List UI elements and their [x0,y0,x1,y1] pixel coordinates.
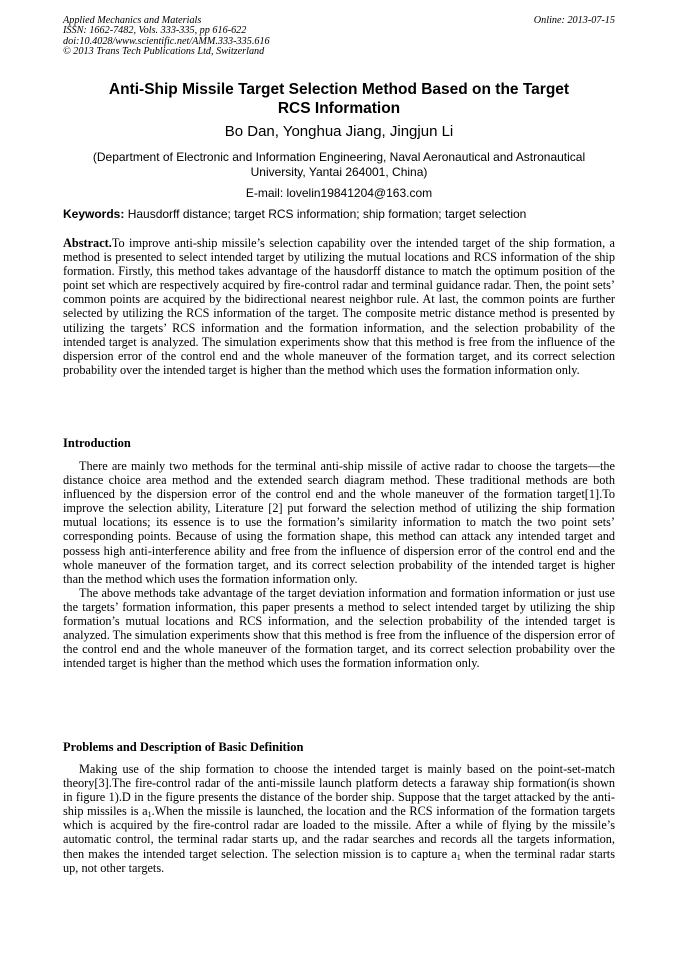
abstract [63,236,615,377]
journal-header [63,16,615,57]
online-date: Online: 2013-07-15 [533,15,615,26]
doi-line: doi:10.4028/www.scientific.net/AMM.333-335.616 [63,35,270,47]
introduction-heading: Introduction [63,436,131,450]
journal-name: Applied Mechanics and Materials [63,15,202,26]
keywords-text: Hausdorff distance; target RCS information; ship formation; target selection [124,207,527,221]
introduction-paragraph-1: There are mainly two methods for the terminal anti-ship missile of active radar to choose the targets—the distance choice area method and the extended search diagram method. These traditional methods are both influenced by the dispersion error of the control end and the whole maneuver of the formation target[1].To improve the selection ability, Literature [2] put forward the selection method of utilizing the ship formation mutual locations; its essence is to use the formation’s similarity information to match the two point sets’ corresponding points. Because of using the formation shape, this method can attack any intended target and possess high anti-interference ability and free from the influence of dispersion error of the control end and the whole maneuver of the formation target, and its correct selection probability of the intended target is higher than the method which uses the formation information only. [63,459,615,586]
problems-paragraph-1 [63,762,615,875]
problems-section [63,762,615,875]
keywords [63,207,615,221]
subscript: 1 [147,810,152,820]
issn-line: ISSN: 1662-7482, Vols. 333-335, pp 616-622 [63,25,247,37]
text-run: .When the missile is launched, the location and the RCS information of the formation targets which is acquired by the fire-control radar are loaded to the missile. After a while of flying by the missile’s automatic control, the terminal radar starts up, and the radar searches and records all the targets information, then makes the intended target selection. The selection mission is to capture a [63,804,615,861]
affiliation [63,150,615,179]
introduction-paragraph-2: The above methods take advantage of the target deviation information and formation information or just use the targets’ formation information, this paper presents a method to select intended target by utilizing the ship formation’s mutual locations and RCS information, and the selection probability of the intended target is analyzed. The simulation experiments show that this method is free from the influence of the dispersion error of the control end and the whole maneuver of the formation target, and its correct selection probability over the intended target is higher than the method which uses the formation information only. [63,585,615,671]
paper-title [63,80,615,118]
introduction-section [63,459,615,670]
abstract-text: To improve anti-ship missile’s selection capability over the intended target of the ship formation, a method is presented to select intended target by utilizing the mutual locations and RCS information of the ship formation. Firstly, this method takes advantage of the hausdorff distance to match the optimum position of the point set which are respectively acquired by fire-control radar and terminal guidance radar. Then, the point sets’ common points are acquired by the bidirectional nearest neighbor rule. At last, the common points are further selected by utilizing the RCS information of the target. The composite metric distance method is presented by utilizing the targets’ RCS information and the formation information, and the selection probability of the intended target is analyzed. The simulation experiments show that this method is free from the influence of the dispersion error of the control end and the whole maneuver of the formation target, and its correct selection probability over the intended target is higher than the method which uses the formation information only. [63,236,615,377]
abstract-label: Abstract. [63,236,112,250]
email: E-mail: lovelin19841204@163.com [245,186,433,200]
title-line-1: Anti-Ship Missile Target Selection Method Based on the Target [108,81,570,98]
subscript: 1 [456,852,461,862]
copyright-line: © 2013 Trans Tech Publications Ltd, Switzerland [63,45,265,57]
problems-heading: Problems and Description of Basic Definition [63,740,304,754]
text-run: Making use of the ship formation to choose the intended target is mainly based on the point-set-match theory[3].The fire-control radar of the anti-missile launch platform detects a faraway ship formation(is shown in figure 1).D in the figure presents the distance of the border ship. Suppose that the target attacked by the anti-ship missiles is a [63,762,615,819]
authors: Bo Dan, Yonghua Jiang, Jingjun Li [224,123,454,140]
text-run: when the terminal radar starts up, not other targets. [63,846,615,875]
keywords-label: Keywords: [63,207,125,221]
affiliation-line-2: University, Yantai 264001, China) [250,164,428,179]
title-line-2: RCS Information [277,100,401,117]
affiliation-line-1: (Department of Electronic and Information Engineering, Naval Aeronautical and Astronautical [92,150,586,164]
